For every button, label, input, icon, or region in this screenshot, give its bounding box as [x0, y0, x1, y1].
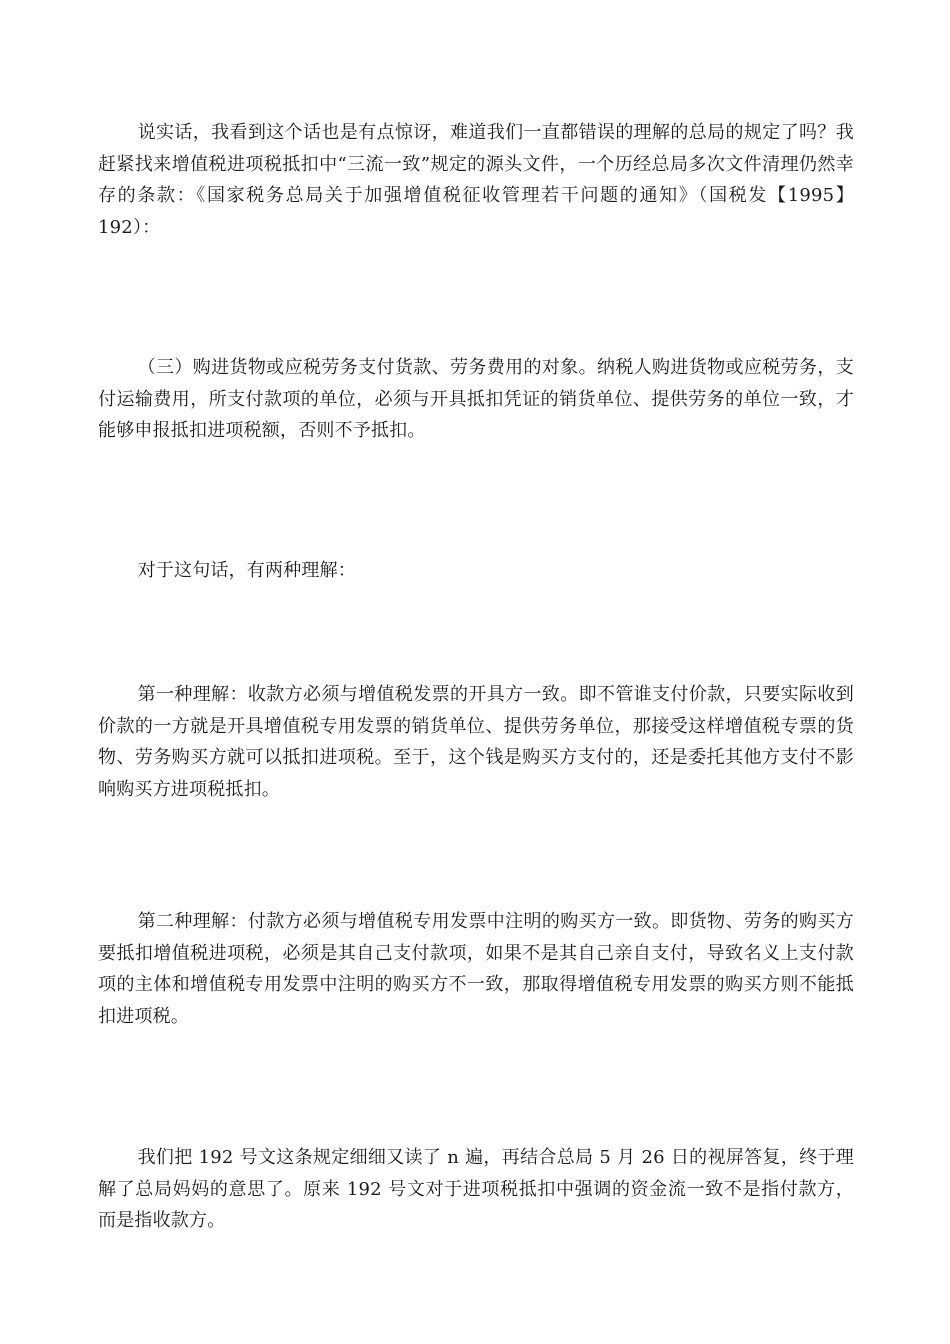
- paragraph-source-document: 说实话，我看到这个话也是有点惊讶，难道我们一直都错误的理解的总局的规定了吗？我赶紧找来增值税进项税抵扣中“三流一致”规定的源头文件，一个历经总局多次文件清理仍然幸存的条款：《国家税务总局关于加强增值税征收管理若干问题的通知》（国税发【1995】192）：: [98, 122, 854, 238]
- paragraph-second-interpretation: 第二种理解：付款方必须与增值税专用发票中注明的购买方一致。即货物、劳务的购买方要抵扣增值税进项税，必须是其自己支付款项，如果不是其自己亲自支付，导致名义上支付款项的主体和增值税专用发票中注明的购买方不一致，那取得增值税专用发票的购买方则不能抵扣进项税。: [98, 911, 854, 1027]
- paragraph-first-interpretation: 第一种理解：收款方必须与增值税发票的开具方一致。即不管谁支付价款，只要实际收到价款的一方就是开具增值税专用发票的销货单位、提供劳务单位，那接受这样增值税专票的货物、劳务购买方就可以抵扣进项税。至于，这个钱是购买方支付的，还是委托其他方支付不影响购买方进项税抵扣。: [98, 684, 854, 800]
- paragraph-two-interpretations: 对于这句话，有两种理解：: [137, 560, 356, 581]
- paragraph-quoted-rule: （三）购进货物或应税劳务支付货款、劳务费用的对象。纳税人购进货物或应税劳务，支付运输费用，所支付款项的单位，必须与开具抵扣凭证的销货单位、提供劳务的单位一致，才能够申报抵扣进项税额，否则不予抵扣。: [98, 357, 854, 441]
- paragraph-conclusion: 我们把 192 号文这条规定细细又读了 n 遍，再结合总局 5 月 26 日的视屏答复，终于理解了总局妈妈的意思了。原来 192 号文对于进项税抵扣中强调的资金流一致不是指付款方，而是指收款方。: [98, 1147, 854, 1231]
